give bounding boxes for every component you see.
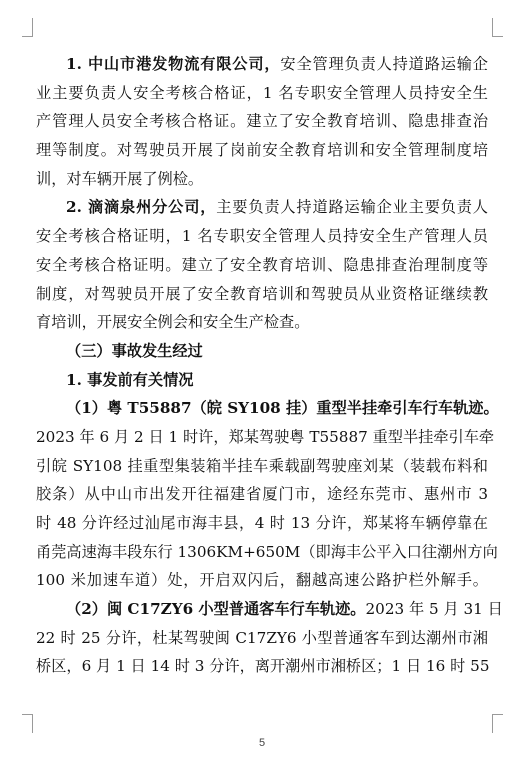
text-line (36, 193, 488, 222)
bold-run: 1. 事发前有关情况 (66, 370, 194, 389)
text-line (36, 251, 488, 280)
crop-mark-top-right (492, 18, 503, 37)
text-run: 胶条）从中山市出发开往福建省厦门市，途经东莞市、惠州市 3 (36, 485, 488, 504)
document-body (36, 50, 503, 681)
text-run: 安全考核合格证明，1 名专职安全管理人员持安全生产管理人员 (36, 227, 488, 246)
text-run: 业主要负责人安全考核合格证，1 名专职安全管理人员持安全生 (36, 83, 488, 102)
text-line (36, 366, 488, 395)
text-line (36, 480, 488, 509)
text-line (36, 308, 488, 337)
text-line (36, 509, 488, 538)
text-run: 2023 年 5 月 31 日 (365, 600, 503, 619)
text-run: 安全考核合格证明。建立了安全教育培训、隐患排查治理制度等 (36, 255, 488, 274)
bold-run: （三）事故发生经过 (66, 341, 203, 360)
text-run: 产管理人员安全考核合格证。建立了安全教育培训、隐患排查治 (36, 112, 488, 131)
crop-mark-bottom-right (492, 714, 503, 733)
text-run: 安全管理负责人持道路运输企 (280, 55, 488, 73)
text-line (36, 79, 488, 108)
bold-run: 1. 中山市港发物流有限公司， (66, 55, 281, 73)
text-line (36, 394, 499, 423)
text-run: 训，对车辆开展了例检。 (36, 169, 204, 188)
text-run: 桥区，6 月 1 日 14 时 3 分许，离开潮州市湘桥区；1 日 16 时 55 (36, 657, 490, 676)
bold-run: （1）粤 T55887（皖 SY108 挂）重型半挂牵引车行车轨迹。 (66, 399, 499, 418)
text-run: 主要负责人持道路运输企业主要负责人 (216, 198, 488, 217)
text-run: 22 时 25 分许，杜某驾驶闽 C17ZY6 小型普通客车到达潮州市湘 (36, 628, 488, 647)
crop-mark-bottom-left (22, 714, 33, 733)
text-line (36, 222, 488, 251)
text-line (36, 107, 488, 136)
page-number: 5 (258, 737, 266, 749)
text-line (36, 538, 498, 567)
bold-run: 2. 滴滴泉州分公司， (66, 198, 217, 217)
text-line (36, 624, 488, 653)
text-run: 制度，对驾驶员开展了安全教育培训和驾驶员从业资格证继续教 (36, 284, 488, 303)
text-line (36, 566, 488, 595)
text-run: 时 48 分许经过汕尾市海丰县，4 时 13 分许，郑某将车辆停靠在 (36, 514, 488, 532)
text-line (36, 452, 488, 481)
bold-run: （2）闽 C17ZY6 小型普通客车行车轨迹。 (66, 600, 366, 619)
text-line (36, 50, 488, 79)
text-line (36, 337, 488, 366)
text-run: 100 米加速车道）处，开启双闪后，翻越高速公路护栏外解手。 (36, 571, 488, 590)
text-run: 育培训，开展安全例会和安全生产检查。 (36, 313, 310, 332)
text-line (36, 652, 488, 681)
text-line (36, 280, 488, 309)
text-line (36, 595, 503, 624)
text-line (36, 136, 488, 165)
text-run: 2023 年 6 月 2 日 1 时许，郑某驾驶粤 T55887 重型半挂牵引车牵 (36, 427, 495, 446)
crop-mark-top-left (22, 18, 33, 37)
text-line (36, 423, 495, 452)
text-line (36, 165, 488, 194)
text-run: 甬莞高速海丰段东行 1306KM+650M（即海丰公平入口往潮州方向 (36, 542, 498, 561)
text-run: 理等制度。对驾驶员开展了岗前安全教育培训和安全管理制度培 (36, 141, 488, 160)
text-run: 引皖 SY108 挂重型集装箱半挂车乘载副驾驶座刘某（装载布料和 (36, 456, 488, 475)
